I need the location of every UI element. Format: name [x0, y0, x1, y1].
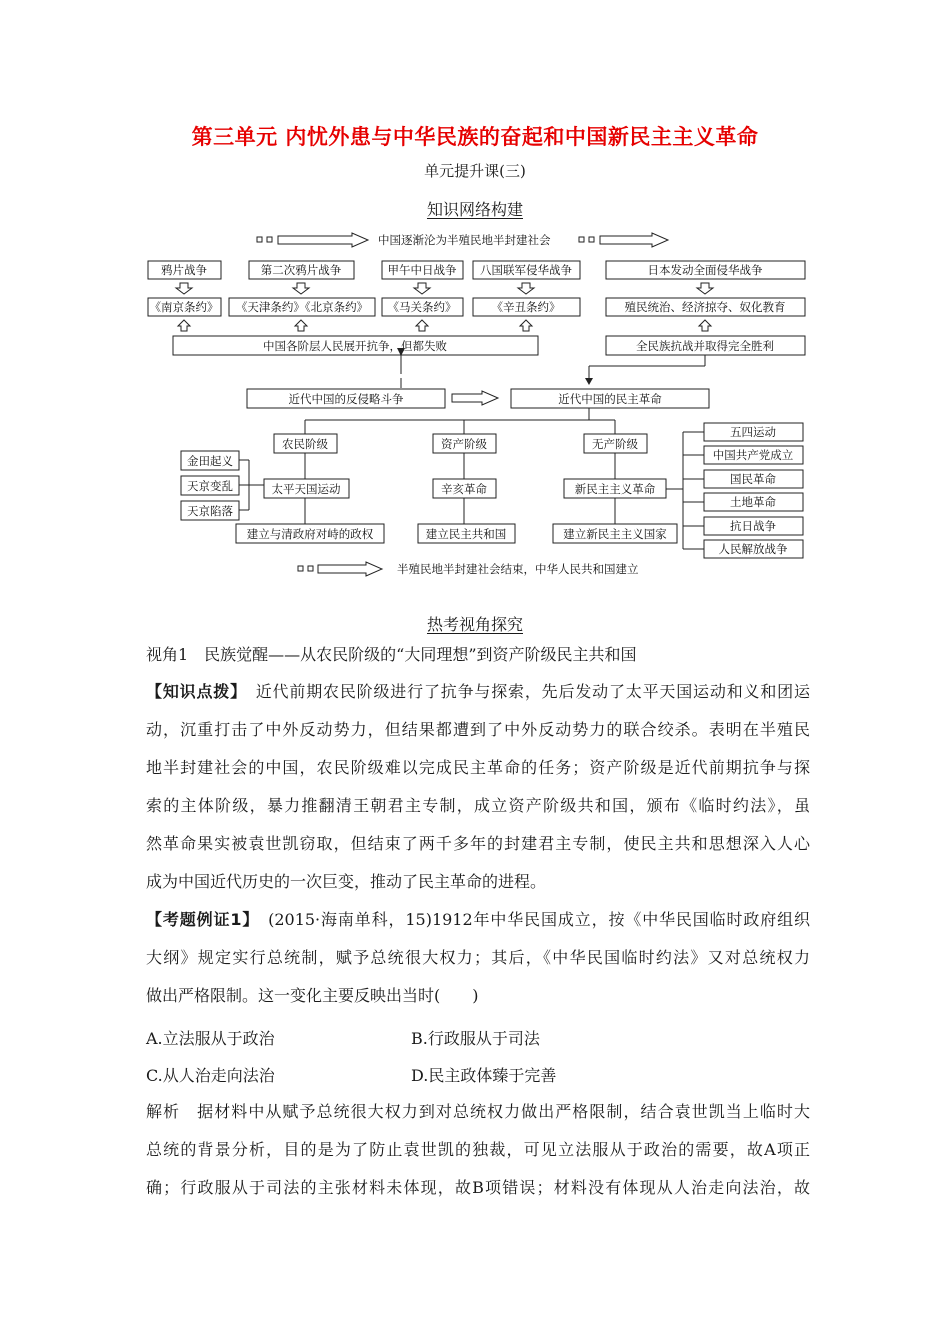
angle-heading: 视角1 民族觉醒——从农民阶级的“大同理想”到资产阶级民主共和国 — [146, 645, 637, 664]
top-banner — [257, 233, 668, 247]
treaties-row — [148, 298, 805, 316]
knowledge-line: 成为中国近代历史的一次巨变，推动了民主革命的进程。 — [146, 872, 547, 891]
lesson-subtitle: 单元提升课(三) — [424, 162, 526, 180]
result-box: 建立新民主主义国家 — [563, 527, 667, 541]
class-connectors — [305, 453, 615, 479]
event-box: 抗日战争 — [730, 519, 776, 533]
war-box: 第二次鸦片战争 — [260, 263, 342, 277]
left-events — [181, 451, 264, 520]
event-box: 中国共产党成立 — [712, 448, 794, 462]
event-box: 天京陷落 — [187, 504, 233, 518]
war-box: 鸦片战争 — [161, 263, 207, 277]
event-box: 国民革命 — [730, 472, 776, 486]
treaty-box: 殖民统治、经济掠夺、奴化教育 — [624, 300, 786, 314]
example-line-1: 【考题例证1】 (2015·海南单科，15)1912年中华民国成立，按《中华民国临时政府组织 — [146, 910, 810, 929]
section-knowledge-network: 知识网络构建 — [426, 200, 523, 219]
war-box: 甲午中日战争 — [387, 263, 457, 277]
analysis-line: 解析 据材料中从赋予总统很大权力到对总统权力做出严格限制，结合袁世凯当上临时大 — [146, 1102, 810, 1121]
option-a: A.立法服从于政治 — [146, 1029, 275, 1048]
knowledge-label: 【知识点拨】 — [146, 682, 239, 701]
top-banner-text: 中国逐渐沦为半殖民地半封建社会 — [378, 233, 551, 247]
right-events — [704, 423, 803, 558]
example-line: 做出严格限制。这一变化主要反映出当时( ) — [146, 986, 479, 1005]
wars-row — [148, 261, 805, 279]
bottom-banner — [298, 562, 639, 576]
event-box: 金田起义 — [187, 454, 233, 468]
bottom-banner-text: 半殖民地半封建社会结束，中华人民共和国建立 — [397, 562, 639, 576]
movement-box: 太平天国运动 — [271, 482, 341, 496]
result-box: 建立民主共和国 — [425, 527, 507, 541]
victory-text: 全民族抗战并取得完全胜利 — [636, 339, 774, 353]
event-box: 土地革命 — [730, 495, 776, 509]
result-box: 建立与清政府对峙的政权 — [246, 527, 374, 541]
up-arrows — [178, 320, 711, 331]
treaty-box: 《天津条约》《北京条约》 — [235, 300, 369, 314]
treaty-box: 《南京条约》 — [149, 300, 219, 314]
analysis-line: 总统的背景分析，目的是为了防止袁世凯的独裁，可见立法服从于政治的需要，故A项正 — [146, 1140, 810, 1159]
class-box: 农民阶级 — [282, 437, 328, 451]
resist-fail-text: 中国各阶层人民展开抗争，但都失败 — [263, 339, 447, 353]
war-box: 日本发动全面侵华战争 — [647, 263, 763, 277]
war-box: 八国联军侵华战争 — [480, 263, 572, 277]
unit-title: 第三单元 内忧外患与中华民族的奋起和中国新民主主义革命 — [191, 125, 759, 149]
option-b: B.行政服从于司法 — [411, 1029, 540, 1048]
knowledge-network-diagram — [0, 0, 950, 600]
example-line: 大纲》规定实行总统制，赋予总统很大权力；其后，《中华民国临时约法》又对总统权力 — [146, 948, 810, 967]
branch-lines — [305, 408, 615, 434]
knowledge-line: 索的主体阶级，暴力推翻清王朝君主专制，成立资产阶级共和国，颁布《临时约法》，虽 — [146, 796, 810, 815]
treaty-box: 《辛丑条约》 — [491, 300, 561, 314]
option-d: D.民主政体臻于完善 — [411, 1066, 557, 1085]
treaty-box: 《马关条约》 — [387, 300, 457, 314]
movement-box: 新民主主义革命 — [574, 482, 656, 496]
democratic-revolution-text: 近代中国的民主革命 — [558, 392, 662, 406]
event-box: 天京变乱 — [187, 479, 233, 493]
option-c: C.从人治走向法治 — [146, 1066, 275, 1085]
class-box: 资产阶级 — [441, 437, 487, 451]
knowledge-line-1: 【知识点拨】 近代前期农民阶级进行了抗争与探索，先后发动了太平天国运动和义和团运 — [146, 682, 810, 701]
down-arrows — [176, 283, 713, 294]
anti-aggression-text: 近代中国的反侵略斗争 — [288, 392, 404, 406]
event-box: 人民解放战争 — [718, 542, 788, 556]
example-label: 【考题例证1】 — [146, 910, 252, 929]
knowledge-line: 然革命果实被袁世凯窃取，但结束了两千多年的封建君主专制，使民主共和思想深入人心 — [146, 834, 810, 853]
movement-box: 辛亥革命 — [441, 482, 487, 496]
event-box: 五四运动 — [730, 425, 776, 439]
analysis-line: 确；行政服从于司法的主张材料未体现，故B项错误；材料没有体现从人治走向法治，故 — [146, 1178, 810, 1197]
knowledge-line: 动，沉重打击了中外反动势力，但结果都遭到了中外反动势力的联合绞杀。表明在半殖民 — [146, 720, 810, 739]
knowledge-line: 地半封建社会的中国，农民阶级难以完成民主革命的任务；资产阶级是近代前期抗争与探 — [146, 758, 810, 777]
section-hot-topics: 热考视角探究 — [426, 615, 523, 634]
class-box: 无产阶级 — [592, 437, 638, 451]
